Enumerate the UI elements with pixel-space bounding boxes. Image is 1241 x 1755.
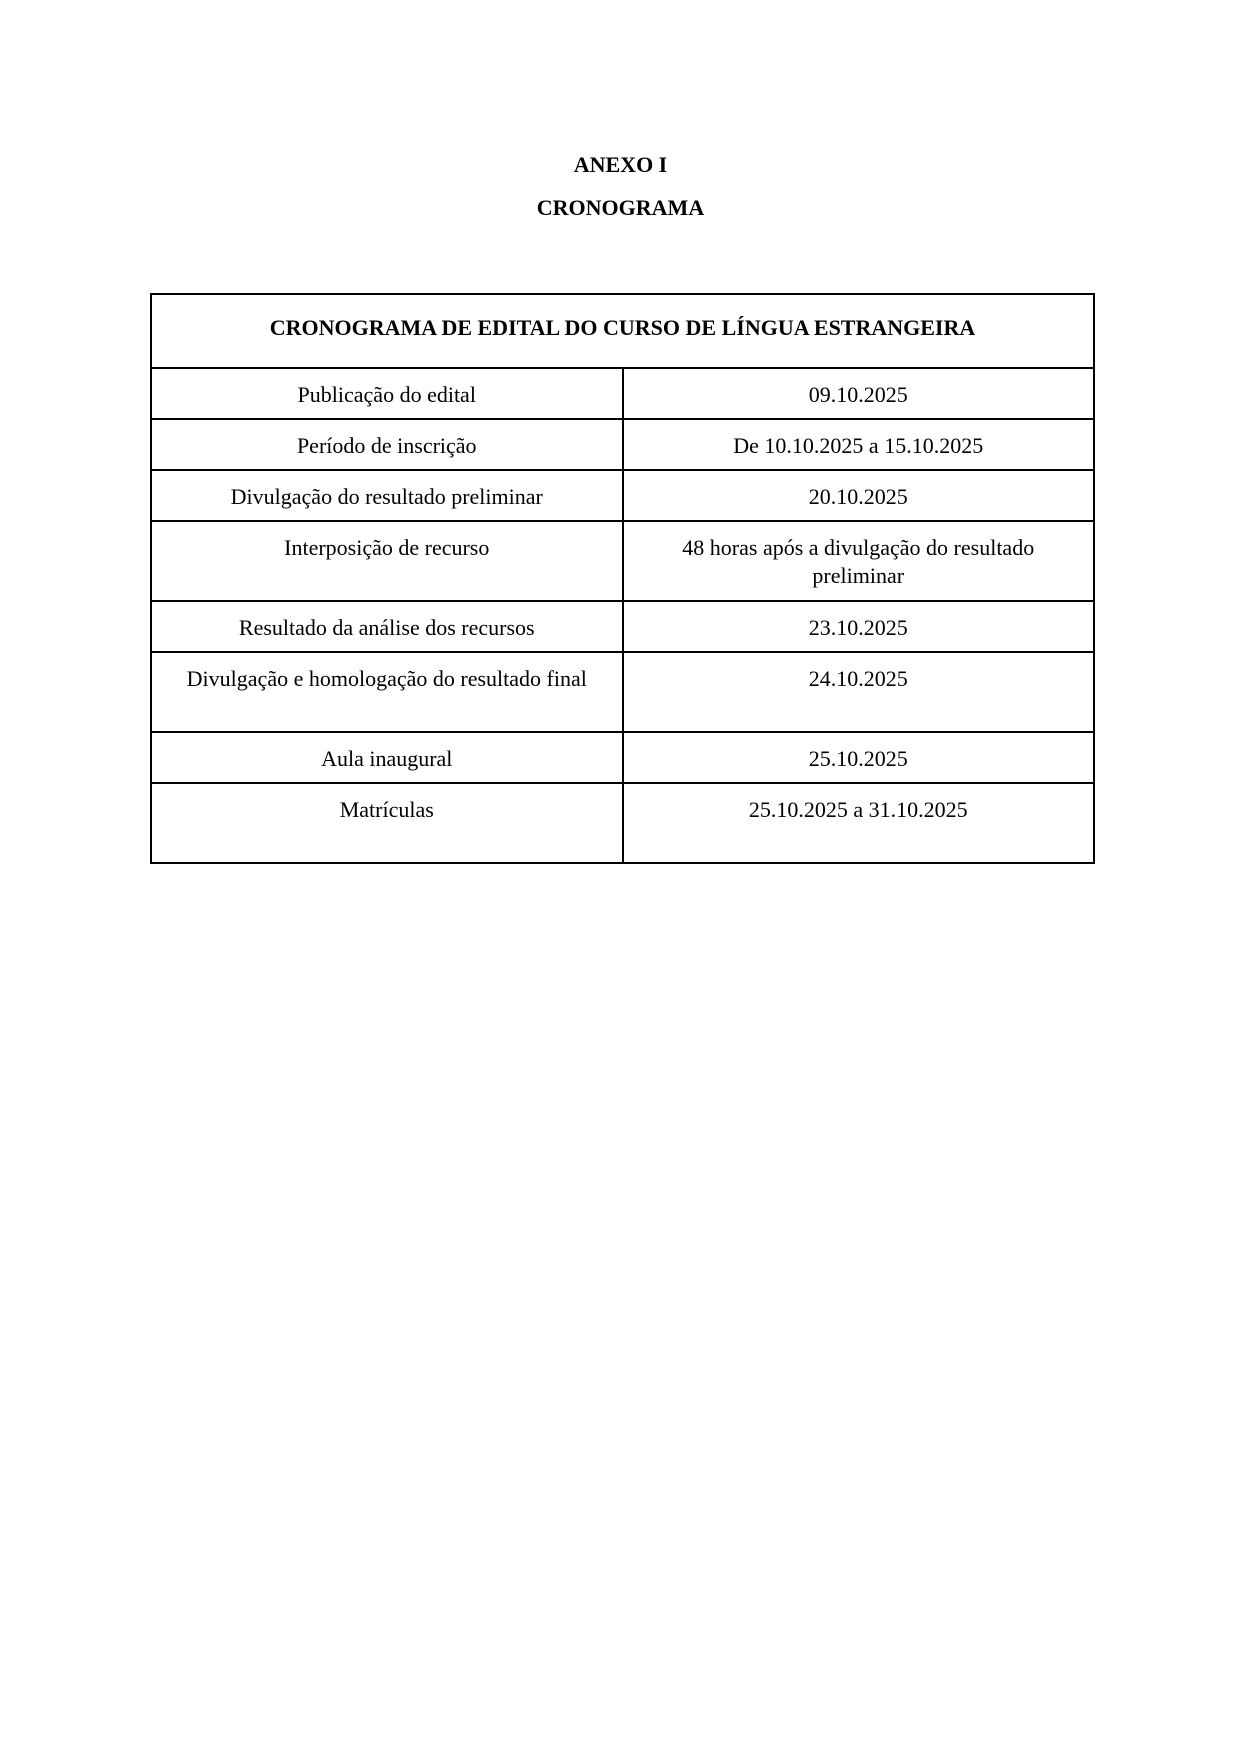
table-header-row bbox=[151, 294, 1094, 368]
date-cell: 20.10.2025 bbox=[623, 470, 1095, 521]
table-row bbox=[151, 368, 1094, 419]
date-cell: 23.10.2025 bbox=[623, 601, 1095, 652]
event-cell: Resultado da análise dos recursos bbox=[151, 601, 623, 652]
table-title: CRONOGRAMA DE EDITAL DO CURSO DE LÍNGUA ESTRANGEIRA bbox=[151, 294, 1094, 368]
date-cell: De 10.10.2025 a 15.10.2025 bbox=[623, 419, 1095, 470]
event-cell: Aula inaugural bbox=[151, 732, 623, 783]
page-title: CRONOGRAMA bbox=[536, 195, 705, 220]
table-row bbox=[151, 652, 1094, 732]
date-cell: 48 horas após a divulgação do resultado preliminar bbox=[623, 521, 1095, 601]
date-cell: 24.10.2025 bbox=[623, 652, 1095, 732]
event-cell: Período de inscrição bbox=[151, 419, 623, 470]
table-row bbox=[151, 783, 1094, 863]
event-cell: Publicação do edital bbox=[151, 368, 623, 419]
schedule-table bbox=[150, 293, 1095, 864]
event-cell: Interposição de recurso bbox=[151, 521, 623, 601]
date-cell: 09.10.2025 bbox=[623, 368, 1095, 419]
table-row bbox=[151, 521, 1094, 601]
event-cell: Divulgação e homologação do resultado final bbox=[151, 652, 623, 732]
table-row bbox=[151, 470, 1094, 521]
date-cell: 25.10.2025 bbox=[623, 732, 1095, 783]
date-cell: 25.10.2025 a 31.10.2025 bbox=[623, 783, 1095, 863]
annex-heading: ANEXO I bbox=[573, 152, 668, 177]
event-cell: Divulgação do resultado preliminar bbox=[151, 470, 623, 521]
table-row bbox=[151, 732, 1094, 783]
table-row bbox=[151, 601, 1094, 652]
table-row bbox=[151, 419, 1094, 470]
event-cell: Matrículas bbox=[151, 783, 623, 863]
